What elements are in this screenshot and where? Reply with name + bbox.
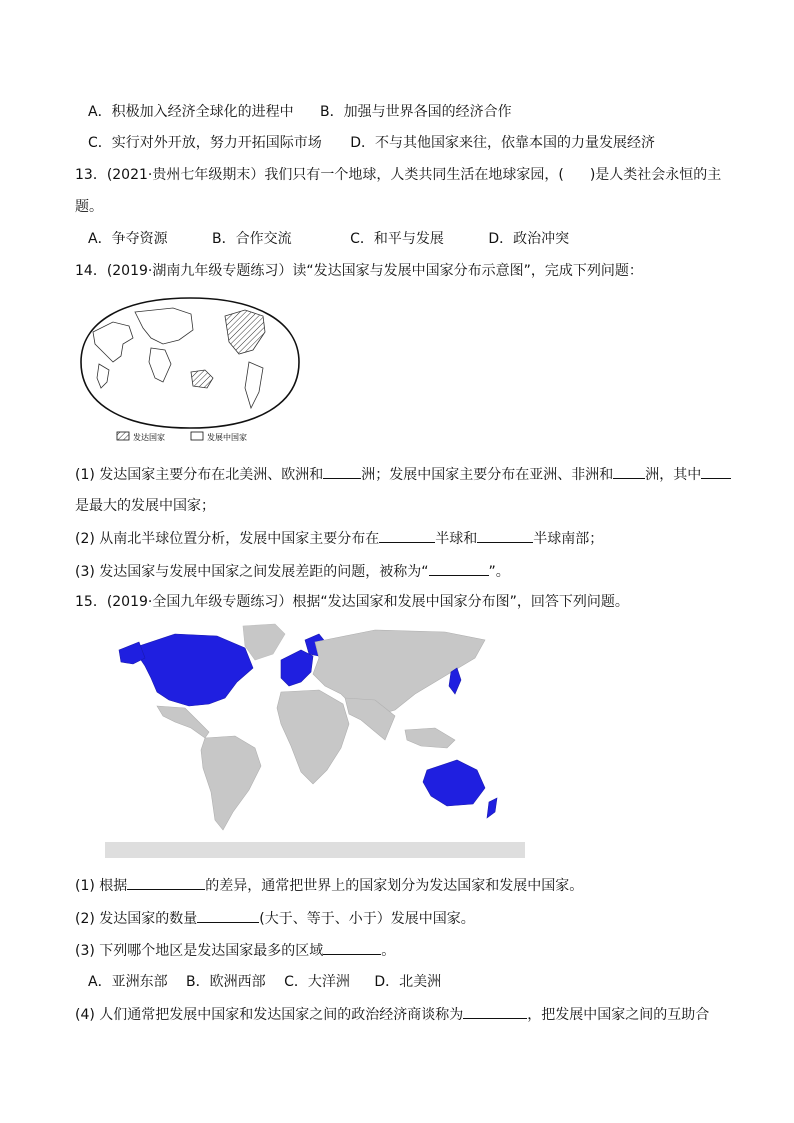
- q12-option-a: A．积极加入经济全球化的进程中: [88, 104, 294, 120]
- q14-sub1-text-c: 洲，其中: [645, 467, 702, 483]
- q14-sub1-text-b: 洲；发展中国家主要分布在亚洲、非洲和: [361, 467, 614, 483]
- q12-option-d: D．不与其他国家来往，依靠本国的力量发展经济: [350, 135, 656, 151]
- q14-sub1-text-a: (1) 发达国家主要分布在北美洲、欧洲和: [75, 467, 324, 483]
- q15-sub2: [75, 908, 475, 929]
- q12-option-b: B．加强与世界各国的经济合作: [320, 104, 512, 120]
- q13-option-b: B．合作交流: [212, 231, 292, 247]
- q13-stem-part1: 13．(2021·贵州七年级期末）我们只有一个地球，人类共同生活在地球家园，(: [75, 167, 564, 183]
- q14-sub3-text-b: ”。: [488, 564, 510, 580]
- q14-sub2: [75, 528, 603, 549]
- q15-sub3-blank[interactable]: [323, 940, 381, 955]
- q14-sub2-blank-1[interactable]: [379, 528, 435, 543]
- q15-sub3-text-a: (3) 下列哪个地区是发达国家最多的区域: [75, 943, 324, 959]
- q15-option-a: A．亚洲东部: [88, 974, 168, 990]
- world-developed-developing-map: [105, 620, 525, 858]
- q13-stem: [75, 165, 721, 185]
- q15-sub2-text-a: (2) 发达国家的数量: [75, 911, 198, 927]
- q15-sub1-text-a: (1) 根据: [75, 878, 128, 894]
- legend-developing-swatch: [191, 432, 203, 440]
- q15-sub3-options: [88, 972, 441, 992]
- q15-stem: 15．(2019·全国九年级专题练习）根据“发达国家和发展中国家分布图”，回答下列问题。: [75, 594, 629, 610]
- q14-sub2-text-a: (2) 从南北半球位置分析，发展中国家主要分布在: [75, 531, 380, 547]
- q12-options-row-1: [88, 102, 512, 122]
- q15-sub3-text-b: 。: [381, 943, 396, 959]
- q12-option-c: C．实行对外开放，努力开拓国际市场: [88, 135, 322, 151]
- q14-sub1: [75, 464, 731, 485]
- q15-option-b: B．欧洲西部: [186, 974, 266, 990]
- q15-option-d: D．北美洲: [374, 974, 442, 990]
- q14-sub1-line2: 是最大的发展中国家；: [75, 498, 215, 514]
- q13-option-a: A．争夺资源: [88, 231, 168, 247]
- q12-options-row-2: [88, 133, 655, 153]
- q15-sub1: [75, 875, 583, 896]
- q14-sub2-text-b: 半球和: [435, 531, 478, 547]
- q13-stem-part2: )是人类社会永恒的主: [589, 167, 722, 183]
- q15-sub1-blank[interactable]: [127, 875, 205, 890]
- q15-sub3: [75, 940, 395, 961]
- q14-sub3-text-a: (3) 发达国家与发展中国家之间发展差距的问题，被称为“: [75, 564, 429, 580]
- q13-option-d: D．政治冲突: [488, 231, 570, 247]
- q15-sub2-blank[interactable]: [197, 908, 259, 923]
- q13-options: [88, 229, 569, 249]
- q14-sub1-blank-1[interactable]: [323, 464, 361, 479]
- legend-developed-label: 发达国家: [133, 433, 165, 442]
- q15-sub2-text-b: (大于、等于、小于）发展中国家。: [259, 911, 475, 927]
- q14-sub3-blank[interactable]: [429, 561, 489, 576]
- legend-developed-swatch: [117, 432, 129, 440]
- q14-sub1-blank-2[interactable]: [613, 464, 645, 479]
- q13-stem-line2: 题。: [75, 199, 103, 215]
- q15-sub1-text-b: 的差异，通常把世界上的国家划分为发达国家和发展中国家。: [205, 878, 584, 894]
- q15-sub4: [75, 1004, 709, 1025]
- q14-sub3: [75, 561, 510, 582]
- q15-option-c: C．大洋洲: [284, 974, 350, 990]
- q15-sub4-text-a: (4) 人们通常把发展中国家和发达国家之间的政治经济商谈称为: [75, 1007, 464, 1023]
- q14-sub1-blank-3[interactable]: [701, 464, 731, 479]
- q15-sub4-text-b: ，把发展中国家之间的互助合: [527, 1007, 710, 1023]
- developed-developing-map-sketch: [73, 292, 307, 444]
- legend-developing-label: 发展中国家: [207, 433, 247, 442]
- q14-sub2-text-c: 半球南部；: [533, 531, 604, 547]
- q14-stem: 14．(2019·湖南九年级专题练习）读“发达国家与发展中国家分布示意图”，完成下列问题：: [75, 263, 643, 279]
- q14-sub2-blank-2[interactable]: [477, 528, 533, 543]
- q13-option-c: C．和平与发展: [350, 231, 444, 247]
- q15-sub4-blank[interactable]: [463, 1004, 527, 1019]
